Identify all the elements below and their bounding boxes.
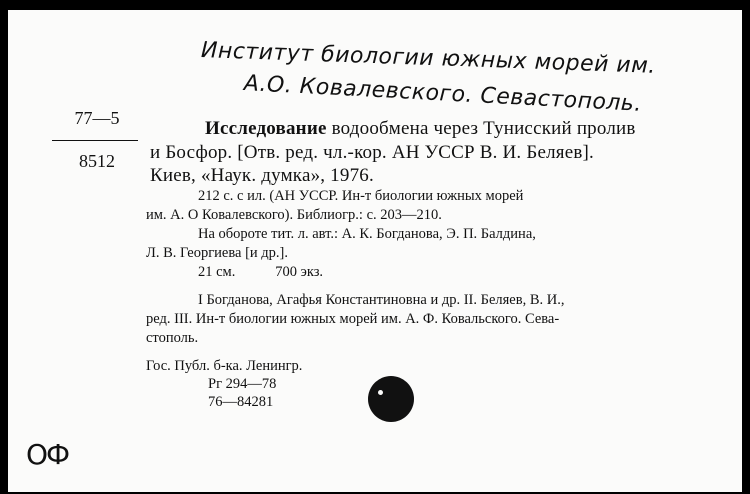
call-number-top: 77—5 <box>74 108 120 128</box>
entry-authors-cont-line: Л. В. Георгиева [и др.]. <box>146 245 288 261</box>
entry-editor-line: и Босфор. [Отв. ред. чл.-кор. АН УССР В. И. Беляев]. <box>150 142 594 163</box>
entry-size-line: 21 см. 700 экз. <box>198 264 324 280</box>
ink-stamp <box>368 376 414 422</box>
handwritten-author-city-line: А.О. Ковалевского. Севастополь. <box>243 71 643 117</box>
entry-title-bold: Исследование <box>205 118 327 139</box>
catalog-card <box>8 10 742 492</box>
card-number: 76—84281 <box>208 394 274 410</box>
entry-title-rest: водообмена через Тунисский пролив <box>331 118 636 139</box>
entry-pages-line: 212 с. с ил. (АН УССР. Ин-т биологии южных морей <box>198 188 524 204</box>
call-number-divider <box>52 140 138 141</box>
library-code: Рг 294—78 <box>208 376 277 392</box>
entry-publisher-line: Киев, «Наук. думка», 1976. <box>150 165 374 186</box>
entry-series-line: им. А. О Ковалевского). Библиогр.: с. 203—210. <box>146 207 442 223</box>
entry-tracing-line: I Богданова, Агафья Константиновна и др. II. Беляев, В. И., <box>198 292 565 308</box>
handwritten-bottom-mark: ОФ <box>26 438 69 471</box>
entry-authors-line: На обороте тит. л. авт.: А. К. Богданова, Э. П. Балдина, <box>198 226 536 242</box>
entry-tracing-cont-line: ред. III. Ин-т биологии южных морей им. А. Ф. Ковальского. Сева- <box>146 311 560 327</box>
entry-tracing-end-line: стополь. <box>146 330 199 346</box>
library-name: Гос. Публ. б-ка. Ленингр. <box>146 358 303 374</box>
call-number-bottom: 8512 <box>79 151 115 171</box>
handwritten-institute-line: Институт биологии южных морей им. <box>200 38 657 79</box>
entry-title-line <box>205 118 636 140</box>
